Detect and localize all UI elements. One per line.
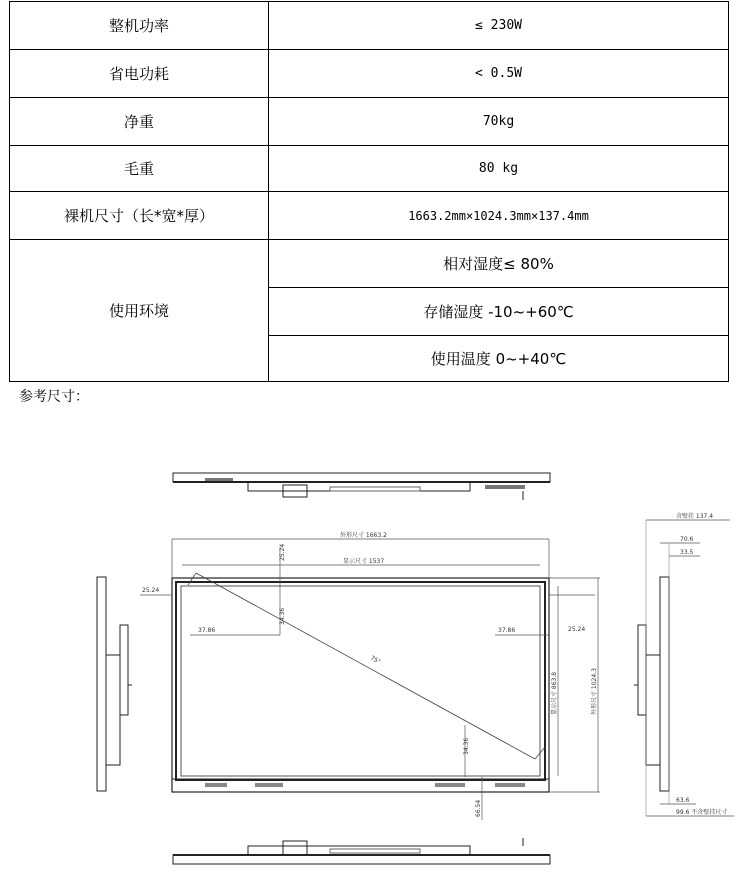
spec-label-environment: 使用环境: [10, 240, 269, 382]
dim-left-bezel: 25.24: [142, 587, 160, 594]
dim-outer-height: 外形尺寸 1024.3: [591, 668, 598, 715]
spec-label: 毛重: [10, 146, 269, 192]
dim-side-63: 63.6: [676, 797, 690, 804]
spec-value: 70kg: [269, 98, 729, 146]
dim-left-border: 37.86: [198, 627, 216, 634]
spec-row: [10, 98, 729, 146]
spec-label: 裸机尺寸（长*宽*厚）: [10, 192, 269, 240]
dim-bottom-bezel: 66.54: [475, 799, 482, 817]
dim-side-99: 99.6 不含壁挂尺寸: [676, 809, 728, 816]
left-side-view: [97, 577, 132, 791]
spec-value: 80 kg: [269, 146, 729, 192]
dim-side-33: 33.5: [680, 549, 694, 556]
bottom-view: [173, 838, 550, 864]
spec-label: 整机功率: [10, 2, 269, 50]
spec-row: [10, 50, 729, 98]
spec-value-operating: 使用温度 0~+40℃: [269, 336, 729, 382]
spec-value-humidity: 相对湿度≤ 80%: [269, 240, 729, 288]
dimension-drawing: [0, 455, 740, 873]
spec-label: 净重: [10, 98, 269, 146]
dim-bottom-inner: 34.36: [463, 737, 470, 755]
dim-right-bezel: 25.24: [568, 626, 586, 633]
spec-label: 省电功耗: [10, 50, 269, 98]
dim-diagonal: 75": [369, 654, 382, 666]
spec-value: 1663.2mm×1024.3mm×137.4mm: [269, 192, 729, 240]
spec-row: [10, 146, 729, 192]
spec-row: [10, 240, 729, 288]
spec-value: ≤ 230W: [269, 2, 729, 50]
dim-outer-width: 外形尺寸 1663.2: [340, 532, 387, 539]
spec-value-storage: 存储湿度 -10~+60℃: [269, 288, 729, 336]
dim-right-border: 37.86: [498, 627, 516, 634]
front-view: [140, 539, 600, 820]
dim-top-inner: 34.36: [279, 607, 286, 625]
reference-dimensions-label: 参考尺寸：: [19, 389, 89, 405]
spec-row: [10, 192, 729, 240]
spec-row: [10, 2, 729, 50]
spec-table: [9, 1, 729, 382]
spec-value: < 0.5W: [269, 50, 729, 98]
dim-side-total: 含壁挂 137.4: [676, 513, 714, 520]
right-side-view: [634, 520, 734, 816]
dim-top-bezel: 25.24: [279, 543, 286, 561]
dim-display-width: 显示尺寸 1537: [343, 558, 385, 565]
dim-display-height: 显示尺寸 863.8: [551, 671, 558, 715]
top-view: [173, 473, 550, 500]
dim-side-70: 70.6: [680, 536, 694, 543]
